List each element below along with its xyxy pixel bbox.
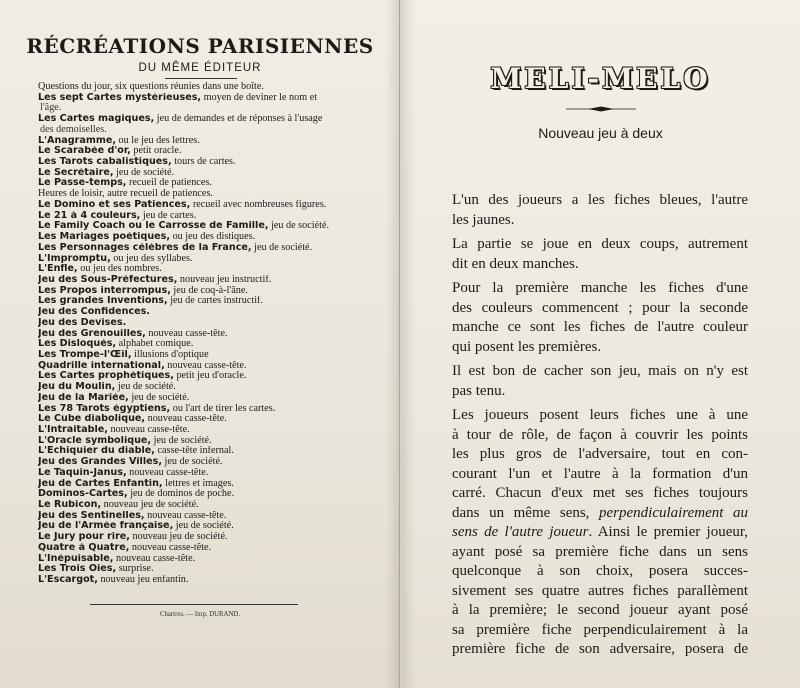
catalog-item — [38, 414, 388, 425]
printer-imprint: Chartres. — Imp. DURAND. — [159, 611, 241, 618]
catalog-item-name: Jeu de l'Armée française, — [38, 521, 174, 532]
catalog-item-name: L'Anagramme, — [38, 135, 116, 146]
rules-line — [452, 362, 748, 382]
catalog-item — [38, 350, 388, 361]
catalog-item-desc: Heures de loisir, autre recueil de patiences. — [38, 189, 213, 200]
rules-line-text: courant l'un et l'autre à la formation d'un — [452, 465, 748, 482]
catalog-item-desc: Questions du jour, six questions réunies dans une boîte. — [38, 82, 264, 92]
catalog-item-name: Le Domino et ses Patiences, — [38, 199, 191, 210]
catalog-item — [38, 371, 388, 382]
catalog-item-desc: jeu de société. — [251, 242, 313, 253]
footer-divider — [90, 604, 298, 605]
rules-line-text: L'un des joueurs a les fiches bleues, l'autre — [452, 192, 748, 208]
catalog-item — [38, 254, 388, 265]
catalog-item-name: Le Jury pour rire, — [38, 532, 130, 543]
catalog-item-desc: illusions d'optique — [131, 349, 209, 360]
catalog-item — [38, 521, 388, 532]
catalog-item-desc: des demoiselles. — [40, 124, 107, 135]
catalog-item — [38, 114, 388, 125]
catalog-item-desc: nouveau jeu de société. — [101, 500, 199, 511]
catalog-item-desc: nouveau jeu instructif. — [177, 274, 272, 285]
rules-line-text: dit en deux manches. — [452, 255, 579, 272]
rules-line-text: sa première fiche perpendiculairement à la — [452, 621, 748, 638]
catalog-item-name: Les sept Cartes mystérieuses, — [38, 92, 202, 103]
catalog-item-name: Les Propos interrompus, — [38, 285, 171, 296]
rules-line — [452, 465, 748, 485]
catalog-item — [38, 178, 388, 189]
rules-line-text: carré. Chacun d'eux met ses fiches toujours — [452, 485, 748, 501]
catalog-item-desc: jeu de dominos de poche. — [127, 489, 235, 500]
catalog-item-name: Dominos-Cartes, — [38, 489, 128, 500]
catalog-item — [38, 296, 388, 307]
catalog-item — [38, 543, 388, 554]
catalog-item — [38, 146, 388, 157]
catalog-subtitle: DU MÊME ÉDITEUR — [138, 62, 262, 74]
catalog-item-desc: recueil de patiences. — [126, 178, 212, 189]
catalog-item — [38, 457, 388, 468]
catalog-item — [38, 307, 388, 318]
rules-line — [452, 504, 748, 524]
catalog-item-name: Quatre à Quatre, — [38, 542, 130, 553]
catalog-item — [38, 103, 388, 114]
rules-line-emphasis: sens de l'autre joueur — [452, 524, 589, 540]
catalog-item-name: Jeu des Grenouilles, — [38, 328, 146, 339]
catalog-item — [38, 318, 388, 329]
catalog-item-desc: nouveau casse-tête. — [129, 542, 212, 553]
catalog-item-desc: nouveau casse-tête. — [113, 553, 196, 564]
catalog-item — [38, 532, 388, 543]
rules-line — [452, 255, 748, 275]
catalog-title: RÉCRÉATIONS PARISIENNES — [26, 34, 374, 58]
catalog-item — [38, 425, 388, 436]
game-subtitle: Nouveau jeu à deux — [538, 125, 663, 141]
title-divider — [165, 78, 237, 79]
catalog-item-name: Les grandes Inventions, — [38, 296, 168, 307]
catalog-item-desc: jeu de société. — [162, 457, 223, 468]
rules-line — [452, 191, 748, 211]
catalog-item-name: L'Échiquier du diable, — [38, 446, 155, 457]
catalog-item — [38, 575, 388, 586]
catalog-item — [38, 564, 388, 575]
ornament-divider — [566, 105, 636, 113]
rules-line — [452, 406, 748, 426]
catalog-item-desc: jeu de société. — [151, 435, 212, 446]
catalog-item — [38, 286, 388, 297]
catalog-item-desc: alphabet comique. — [116, 339, 194, 350]
catalog-item-name: Le Scarabée d'or, — [38, 146, 131, 157]
rules-line-text: qui posent les premières. — [452, 338, 602, 355]
catalog-item-desc: nouveau jeu de société. — [129, 532, 228, 543]
catalog-item — [38, 125, 388, 136]
catalog-item-desc: ou jeu des syllabes. — [110, 253, 193, 264]
catalog-item-name: Les Trois Oies, — [38, 564, 117, 575]
catalog-item-name: Les Tarots cabalistiques, — [38, 157, 172, 168]
rules-line-text: à tour de rôle, de façon à couvrir les points — [452, 426, 748, 443]
rules-line — [452, 445, 748, 465]
catalog-item-desc: jeu de cartes instructif. — [167, 296, 263, 307]
catalog-item-name: Le Rubicon, — [38, 500, 102, 511]
catalog-item — [38, 393, 388, 404]
catalog-item-name: Le Family Coach ou le Carrosse de Famille, — [38, 221, 269, 232]
catalog-item-name: L'Impromptu, — [38, 253, 111, 264]
catalog-item-desc: jeu de cartes. — [140, 210, 197, 221]
catalog-item-desc: recueil avec nombreuses figures. — [190, 199, 327, 210]
rules-line-emphasis: perpendiculairement au — [589, 504, 748, 521]
catalog-item — [38, 500, 388, 511]
catalog-item-desc: jeu de société. — [173, 521, 234, 532]
catalog-item — [38, 136, 388, 147]
catalog-item-desc: jeu de société. — [113, 167, 175, 178]
rules-line — [452, 562, 748, 582]
catalog-item — [38, 479, 388, 490]
catalog-item-name: Jeu de Cartes Enfantin, — [38, 478, 163, 489]
rules-line — [452, 484, 748, 504]
catalog-item-name: Jeu des Confidences. — [38, 307, 150, 318]
catalog-item-desc: nouveau casse-tête. — [144, 510, 227, 521]
catalog-item-name: Jeu des Grandes Villes, — [38, 457, 162, 468]
catalog-item — [38, 243, 388, 254]
catalog-item-name: Le 21 à 4 couleurs, — [38, 210, 141, 221]
rules-line — [452, 426, 748, 446]
catalog-item-desc: lettres et images. — [162, 478, 234, 489]
catalog-item-name: Jeu des Devises. — [38, 317, 127, 328]
catalog-item — [38, 221, 388, 232]
catalog-item — [38, 511, 388, 522]
catalog-item-desc: petit oracle. — [130, 146, 182, 157]
rules-line-text: les jaunes. — [452, 211, 515, 228]
rules-line — [452, 279, 748, 299]
catalog-item-name: L'Enfle, — [38, 264, 78, 275]
catalog-item-name: Jeu des Sous-Préfectures, — [38, 274, 178, 285]
rules-line — [452, 640, 748, 660]
catalog-item-name: Le Secrétaire, — [38, 167, 114, 178]
rules-line-text: ayant posé sa première fiche dans un sens — [452, 543, 748, 560]
catalog-item-desc: nouveau casse-tête. — [164, 360, 247, 371]
rules-line-text: première fiche de son adversaire, posera de — [452, 641, 748, 657]
catalog-item — [38, 554, 388, 565]
catalog-item-name: Quadrille international, — [38, 360, 165, 371]
catalog-item-name: Le Passe-temps, — [38, 178, 127, 189]
catalog-item — [38, 211, 388, 222]
catalog-item — [38, 329, 388, 340]
catalog-item-name: Les Personnages célèbres de la France, — [38, 242, 252, 253]
catalog-item-desc: jeu de demandes et de réponses à l'usage — [154, 114, 323, 125]
rules-line-text: à la première; le second joueur ayant posé — [452, 602, 748, 618]
catalog-item-name: L'Intraitable, — [38, 425, 108, 435]
catalog-item — [38, 339, 388, 350]
catalog-item-desc: casse-tête infernal. — [154, 446, 234, 457]
catalog-item — [38, 382, 388, 393]
catalog-item — [38, 468, 388, 479]
catalog-item-name: Le Taquin-Janus, — [38, 467, 127, 478]
catalog-item — [38, 436, 388, 447]
catalog-item-name: Les Cartes magiques, — [38, 114, 155, 125]
catalog-item-desc: nouveau jeu enfantin. — [97, 575, 189, 586]
catalog-item — [38, 361, 388, 372]
catalog-item-name: L'Inépuisable, — [38, 553, 114, 564]
rules-line — [452, 211, 748, 231]
game-title: MELI-MELO — [490, 62, 711, 95]
rules-line — [452, 582, 748, 602]
rules-line-text: manche ce sont les fiches de l'autre couleur — [452, 319, 748, 335]
catalog-item-name: L'Oracle symbolique, — [38, 435, 152, 446]
rules-line-text: La partie se joue en deux coups, autrement — [452, 236, 748, 252]
catalog-item — [38, 264, 388, 275]
catalog-item-desc: ou le jeu des lettres. — [116, 135, 200, 146]
catalog-item-desc: tours de cartes. — [171, 157, 236, 168]
catalog-item-name: Jeu de la Mariée, — [38, 392, 129, 403]
rules-line-text: quelconque à son choix, posera succes- — [452, 563, 748, 579]
catalog-item-desc: petit jeu d'oracle. — [173, 371, 247, 382]
catalog-item-name: Les Disloqués, — [38, 339, 117, 350]
catalog-item — [38, 93, 388, 104]
rules-line-text: Pour la première manche les fiches d'une — [452, 280, 748, 296]
rules-line — [452, 543, 748, 563]
catalog-item-desc: moyen de deviner le nom et — [201, 92, 318, 103]
catalog-item-desc: nouveau casse-tête. — [126, 467, 209, 478]
catalog-item-desc: ou l'art de tirer les cartes. — [170, 403, 276, 414]
rules-line-text: les plus gros de l'adversaire, tout en con- — [452, 446, 748, 462]
catalog-item — [38, 404, 388, 415]
catalog-item — [38, 157, 388, 168]
rules-line — [452, 299, 748, 319]
catalog-item — [38, 489, 388, 500]
rules-line-text: des couleurs commencent ; pour la seconde — [452, 299, 748, 316]
catalog-item-desc: jeu de société. — [128, 392, 190, 403]
catalog-item-desc: jeu de société. — [268, 221, 330, 232]
catalog-item-desc: jeu de société. — [115, 382, 176, 393]
catalog-list — [38, 82, 388, 586]
catalog-item — [38, 168, 388, 179]
catalog-item-name: Jeu des Sentinelles, — [38, 510, 145, 521]
catalog-item-name: Les Trompe-l'Œil, — [38, 349, 132, 360]
rules-line-text: pas tenu. — [452, 382, 506, 399]
rules-line — [452, 601, 748, 621]
catalog-item — [38, 446, 388, 457]
catalog-item — [38, 189, 388, 200]
rules-line — [452, 318, 748, 338]
catalog-item-name: L'Escargot, — [38, 575, 98, 586]
catalog-item — [38, 200, 388, 211]
rules-line — [452, 621, 748, 641]
catalog-item-name: Les Cartes prophétiques, — [38, 371, 174, 382]
catalog-item-desc: nouveau casse-tête. — [145, 328, 228, 339]
catalog-item-desc: l'âge. — [40, 103, 62, 114]
catalog-item-name: Le Cube diabolique, — [38, 414, 146, 425]
catalog-item-name: Jeu du Moulin, — [38, 382, 116, 393]
catalog-item-desc: nouveau casse-tête. — [107, 425, 190, 435]
rules-text — [452, 186, 748, 660]
rules-line-text: . Ainsi le premier joueur, — [588, 524, 748, 540]
rules-line-text: sivement ses quatre autres fiches parallèment — [452, 582, 748, 599]
catalog-item-desc: surprise. — [116, 564, 154, 575]
catalog-item-desc: nouveau casse-tête. — [145, 414, 227, 425]
catalog-item-desc: ou jeu des distiques. — [170, 232, 256, 243]
catalog-item-desc: ou jeu des nombres. — [77, 264, 162, 275]
catalog-item — [38, 82, 388, 93]
rules-line-text: dans un même sens, — [452, 504, 590, 521]
rules-line — [452, 235, 748, 255]
catalog-item — [38, 275, 388, 286]
rules-line-text: Les joueurs posent leurs fiches une à une — [452, 407, 748, 423]
rules-line — [452, 382, 748, 402]
rules-line — [452, 523, 748, 543]
catalog-item-name: Les Mariages poétiques, — [38, 232, 171, 243]
rules-line-text: Il est bon de cacher son jeu, mais on n'y est — [452, 363, 748, 379]
catalog-item-name: Les 78 Tarots égyptiens, — [38, 403, 171, 414]
catalog-item — [38, 232, 388, 243]
rules-line — [452, 338, 748, 358]
catalog-item-desc: jeu de coq-à-l'âne. — [170, 285, 248, 296]
